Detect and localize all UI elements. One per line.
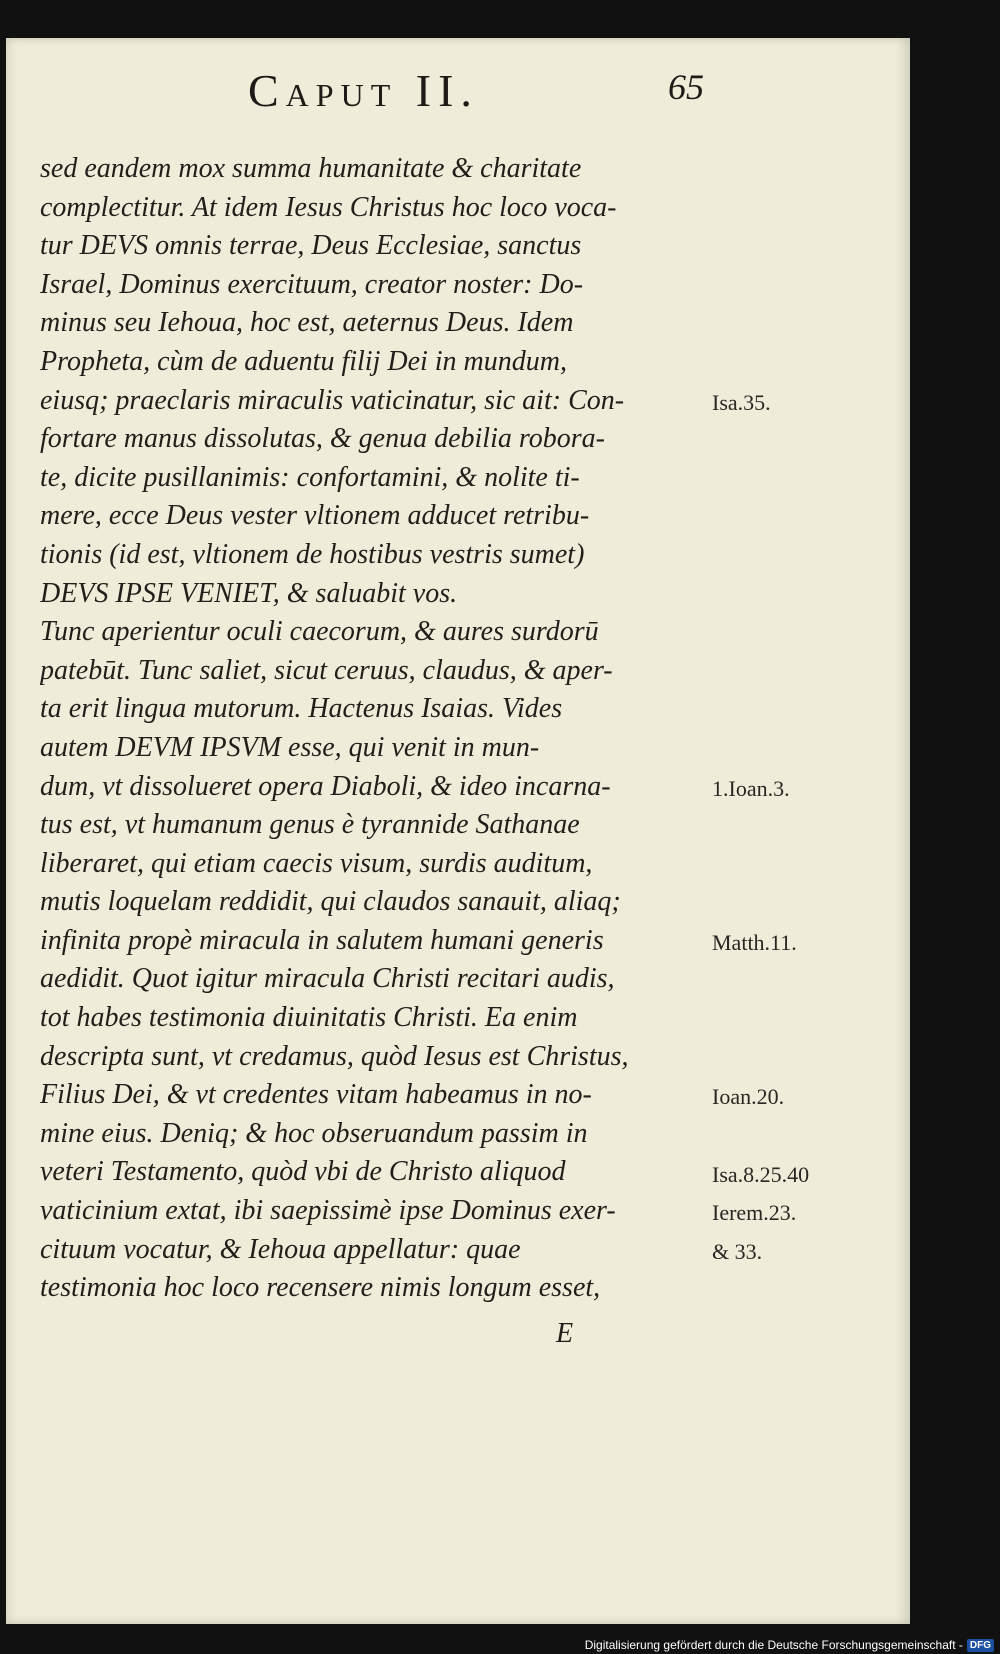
text-line: mutis loquelam reddidit, qui claudos sanauit, aliaq; — [40, 886, 621, 918]
footer-text: Digitalisierung gefördert durch die Deutsche Forschungsgemeinschaft - — [584, 1638, 963, 1652]
margin-note: Isa.35. — [712, 389, 771, 415]
margin-note: Isa.8.25.40 — [712, 1161, 810, 1187]
margin-note: Ierem.23. — [712, 1200, 797, 1226]
text-line: te, dicite pusillanimis: confortamini, & nolite ti- — [40, 461, 580, 493]
text-line: eiusq; praeclaris miraculis vaticinatur, sic ait: Con- — [40, 384, 625, 416]
text-line: testimonia hoc loco recensere nimis longum esset, — [40, 1272, 601, 1304]
margin-note: & 33. — [712, 1238, 763, 1264]
catchword: E — [556, 1318, 574, 1349]
margin-note: Ioan.20. — [712, 1084, 785, 1110]
text-line: tus est, vt humanum genus è tyrannide Sathanae — [40, 809, 580, 841]
body-text — [40, 150, 700, 1308]
text-line: ta erit lingua mutorum. Hactenus Isaias. Vides — [40, 693, 563, 725]
text-line: DEVS IPSE VENIET, & saluabit vos. — [40, 577, 458, 609]
text-line: complectitur. At idem Iesus Christus hoc loco voca- — [40, 191, 617, 223]
text-line: vaticinium extat, ibi saepissimè ipse Dominus exer- — [40, 1195, 616, 1227]
text-line: tur DEVS omnis terrae, Deus Ecclesiae, sanctus — [40, 230, 582, 262]
text-line: veteri Testamento, quòd vbi de Christo aliquod — [40, 1156, 566, 1188]
margin-note: 1.Ioan.3. — [712, 775, 790, 801]
scan-edge — [910, 18, 1000, 1638]
running-header — [248, 60, 704, 140]
text-line: Tunc aperientur oculi caecorum, & aures surdorū — [40, 616, 599, 648]
text-line: mine eius. Deniq; & hoc obseruandum passim in — [40, 1117, 588, 1149]
text-line: Israel, Dominus exercituum, creator noster: Do- — [40, 268, 584, 300]
dfg-logo: DFG — [967, 1639, 994, 1652]
text-line: aedidit. Quot igitur miracula Christi recitari audis, — [40, 963, 615, 995]
text-line: dum, vt dissolueret opera Diaboli, & ideo incarna- — [40, 770, 611, 802]
chapter-title: Caput II. — [248, 65, 479, 116]
text-line: patebūt. Tunc saliet, sicut ceruus, claudus, & aper- — [40, 654, 613, 686]
text-line: minus seu Iehoua, hoc est, aeternus Deus. Idem — [40, 307, 574, 339]
text-line: tionis (id est, vltionem de hostibus vestris sumet) — [40, 538, 585, 570]
text-line: descripta sunt, vt credamus, quòd Iesus est Christus, — [40, 1040, 629, 1072]
text-line: autem DEVM IPSVM esse, qui venit in mun- — [40, 731, 540, 763]
text-line: liberaret, qui etiam caecis visum, surdis auditum, — [40, 847, 593, 879]
text-line: mere, ecce Deus vester vltionem adducet retribu- — [40, 500, 590, 532]
text-line: Filius Dei, & vt credentes vitam habeamus in no- — [40, 1079, 592, 1111]
text-line: Propheta, cùm de aduentu filij Dei in mundum, — [40, 345, 567, 377]
text-line: tot habes testimonia diuinitatis Christi. Ea enim — [40, 1002, 578, 1034]
margin-note: Matth.11. — [712, 930, 797, 955]
text-line: sed eandem mox summa humanitate & charitate — [40, 153, 582, 184]
page-number: 65 — [668, 67, 704, 107]
text-line: fortare manus dissolutas, & genua debilia robora- — [40, 423, 605, 455]
text-line: infinita propè miracula in salutem humani generis — [40, 924, 604, 956]
text-line: cituum vocatur, & Iehoua appellatur: quae — [40, 1233, 521, 1265]
footer-credit — [585, 1638, 994, 1652]
